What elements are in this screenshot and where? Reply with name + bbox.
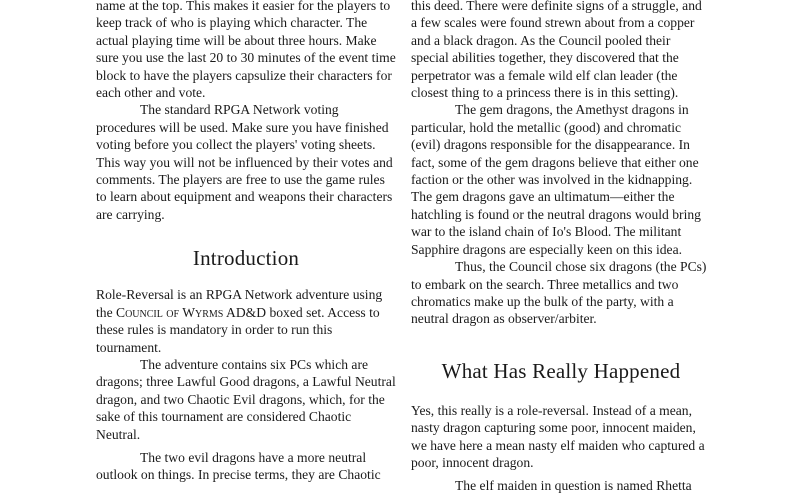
paragraph-evil-dragons: The two evil dragons have a more neutral outlook on things. In precise terms, they are Chaotic bbox=[96, 449, 381, 483]
heading-what-has-really-happened: What Has Really Happened bbox=[441, 358, 681, 383]
paragraph-gem-dragons: The gem dragons, the Amethyst dragons in particular, hold the metallic (good) and chromatic (evil) dragons responsible for the disappearance. In fact, some of the gem dragons believe that either one faction or the other was involved in the kidnapping. The gem dragons gave an ultimatum—either the hatchling is found or the neutral dragons would bring war to the island chain of Io's Blood. The militant Sapphire dragons are especially keen on this idea. bbox=[411, 102, 701, 257]
paragraph-voting: The standard RPGA Network voting procedures will be used. Make sure you have finished voting before you collect the players' voting sheets. This way you will not be influenced by their votes and comments. The players are free to use the game rules to learn about equipment and weapons their characters are carrying. bbox=[96, 102, 393, 222]
paragraph-six-pcs: The adventure contains six PCs which are dragons; three Lawful Good dragons, a Lawful Neutral dragon, and two Chaotic Evil dragons, which, for the sake of this tournament are considered Chaotic Neutral. bbox=[96, 356, 396, 442]
paragraph-elf-maiden: The elf maiden in question is named Rhetta bbox=[455, 478, 692, 494]
paragraph-council-chose: Thus, the Council chose six dragons (the PCs) to embark on the search. Three metallics and two chromatics make up the bulk of the party, with a neutral dragon as observer/arbiter. bbox=[411, 259, 707, 327]
paragraph-role-reversal-explained: Yes, this really is a role-reversal. Instead of a mean, nasty dragon capturing some poor, innocent maiden, we have here a mean nasty elf maiden who captured a poor, innocent dragon. bbox=[411, 402, 705, 470]
right-column bbox=[411, 0, 711, 495]
paragraph-struggle: this deed. There were definite signs of a struggle, and a few scales were found strewn about from a copper and a black dragon. As the Council pooled their special abilities together, they discovered that the perpetrator was a female wild elf clan leader (the closest thing to a princess there is in this setting). bbox=[411, 0, 702, 101]
paragraph-role-reversal: Role-Reversal is an RPGA Network adventure using the Council of Wyrms AD&D boxed set. Access to these rules is mandatory in order to run this tournament. bbox=[96, 287, 383, 355]
heading-introduction: Introduction bbox=[192, 246, 300, 271]
left-column bbox=[96, 0, 396, 484]
paragraph-playing-time: name at the top. This makes it easier for the players to keep track of who is playing which character. The actual playing time will be about three hours. Make sure you use the last 20 to 30 minutes of the event time block to have the players capsulize their characters for each other and vote. bbox=[96, 0, 396, 101]
